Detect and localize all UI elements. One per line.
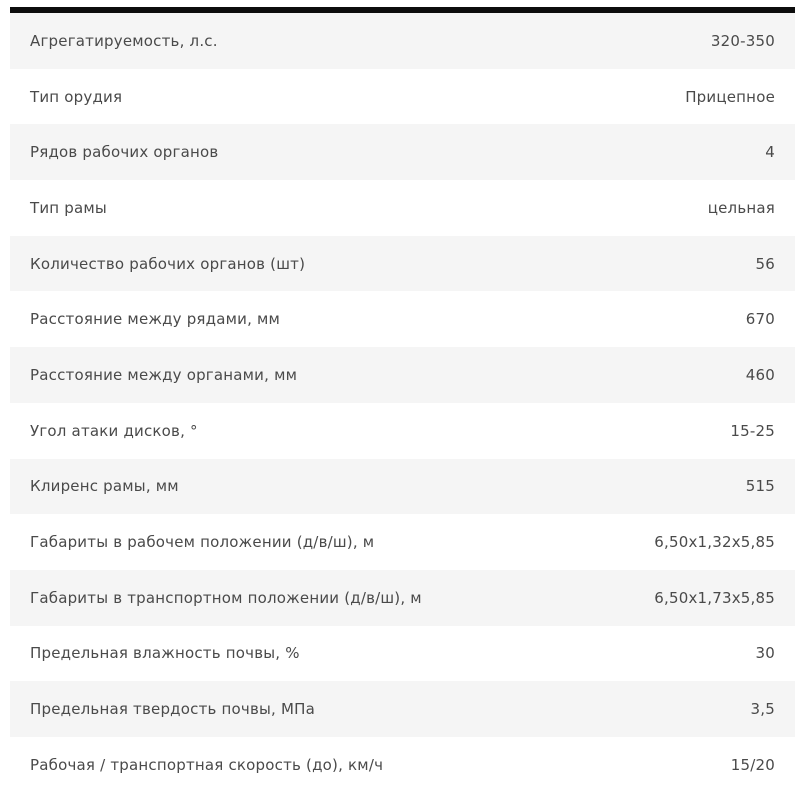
spec-value: 460 [745,365,775,384]
spec-label: Агрегатируемость, л.с. [30,31,218,50]
spec-label: Расстояние между органами, мм [30,365,298,384]
spec-label: Расстояние между рядами, мм [30,310,281,329]
table-row [10,347,795,403]
spec-label: Тип орудия [30,87,123,106]
spec-label: Предельная твердость почвы, МПа [30,700,315,719]
table-row [10,626,795,682]
table-row [10,737,795,793]
table-row [10,514,795,570]
table-row [10,13,795,69]
spec-value: 515 [745,477,775,496]
spec-value: 56 [755,254,775,273]
spec-label: Габариты в рабочем положении (д/в/ш), м [30,533,375,552]
spec-value: 3,5 [750,700,775,719]
table-row [10,459,795,515]
spec-value: 15/20 [730,755,775,774]
table-row [10,291,795,347]
spec-value: 30 [755,644,775,663]
spec-label: Клиренс рамы, мм [30,477,179,496]
spec-value: 670 [745,310,775,329]
spec-value: 6,50х1,73х5,85 [654,588,775,607]
spec-value: цельная [707,198,775,217]
spec-label: Количество рабочих органов (шт) [30,254,306,273]
table-row [10,236,795,292]
table-row [10,124,795,180]
table-row [10,69,795,125]
spec-value: Прицепное [685,87,775,106]
spec-value: 6,50х1,32х5,85 [654,533,775,552]
spec-value: 15-25 [730,421,775,440]
spec-value: 320-350 [710,31,775,50]
specs-table [10,13,795,793]
spec-label: Предельная влажность почвы, % [30,644,300,663]
spec-label: Рабочая / транспортная скорость (до), км/ч [30,755,384,774]
spec-label: Рядов рабочих органов [30,143,219,162]
spec-value: 4 [765,143,775,162]
spec-label: Тип рамы [30,198,107,217]
table-row [10,403,795,459]
table-row [10,180,795,236]
table-row [10,681,795,737]
spec-label: Габариты в транспортном положении (д/в/ш), м [30,588,422,607]
spec-label: Угол атаки дисков, ° [30,421,198,440]
table-row [10,570,795,626]
